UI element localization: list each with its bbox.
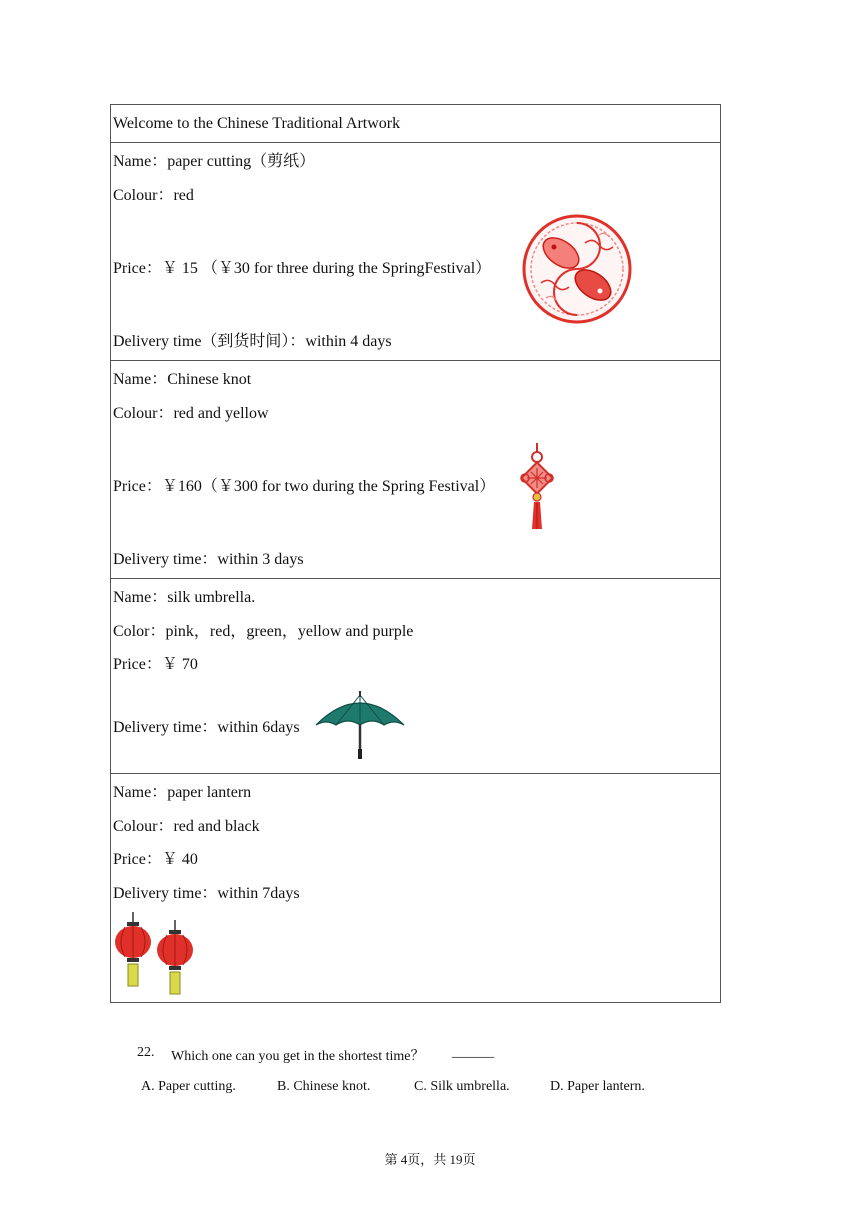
item-name: Name：paper lantern [113, 784, 252, 801]
table-header-row [111, 105, 720, 142]
item-colour: Colour：red and black [113, 818, 260, 835]
paper-cutting-fish-icon [521, 213, 633, 325]
table-row-paper-lantern [111, 773, 720, 1002]
item-price: Price：￥160（￥300 for two during the Spring Festival） [113, 478, 496, 495]
item-price: Price：￥ 70 [113, 656, 198, 673]
item-colour: Colour：red [113, 187, 194, 204]
item-name: Name：paper cutting（剪纸） [113, 153, 316, 170]
table-row-paper-cutting [111, 142, 720, 360]
item-price: Price：￥ 40 [113, 851, 198, 868]
item-price: Price：￥ 15 （￥30 for three during the SpringFestival） [113, 260, 492, 277]
option-a[interactable]: A. Paper cutting. [141, 1079, 236, 1094]
item-colour: Colour：red and yellow [113, 405, 269, 422]
question-number: 22. [137, 1045, 155, 1060]
artwork-table [110, 104, 721, 1003]
question-text: Which one can you get in the shortest time？ [171, 1049, 425, 1064]
option-c[interactable]: C. Silk umbrella. [414, 1079, 510, 1094]
item-colour: Color：pink，red，green，yellow and purple [113, 623, 414, 640]
answer-blank[interactable]: ______ [452, 1045, 494, 1060]
option-d[interactable]: D. Paper lantern. [550, 1079, 645, 1094]
page-footer: 第 4页，共 19页 [384, 1152, 476, 1167]
lantern-icon [113, 912, 197, 998]
item-name: Name：Chinese knot [113, 371, 252, 388]
umbrella-icon [314, 691, 406, 763]
table-header: Welcome to the Chinese Traditional Artwork [113, 115, 401, 132]
item-delivery: Delivery time（到货时间）：within 4 days [113, 333, 392, 350]
item-delivery: Delivery time：within 6days [113, 719, 300, 736]
item-delivery: Delivery time：within 3 days [113, 551, 304, 568]
table-row-silk-umbrella [111, 578, 720, 773]
table-row-chinese-knot [111, 360, 720, 578]
item-delivery: Delivery time：within 7days [113, 885, 300, 902]
chinese-knot-icon [517, 441, 557, 533]
item-name: Name：silk umbrella. [113, 589, 256, 606]
option-b[interactable]: B. Chinese knot. [277, 1079, 371, 1094]
